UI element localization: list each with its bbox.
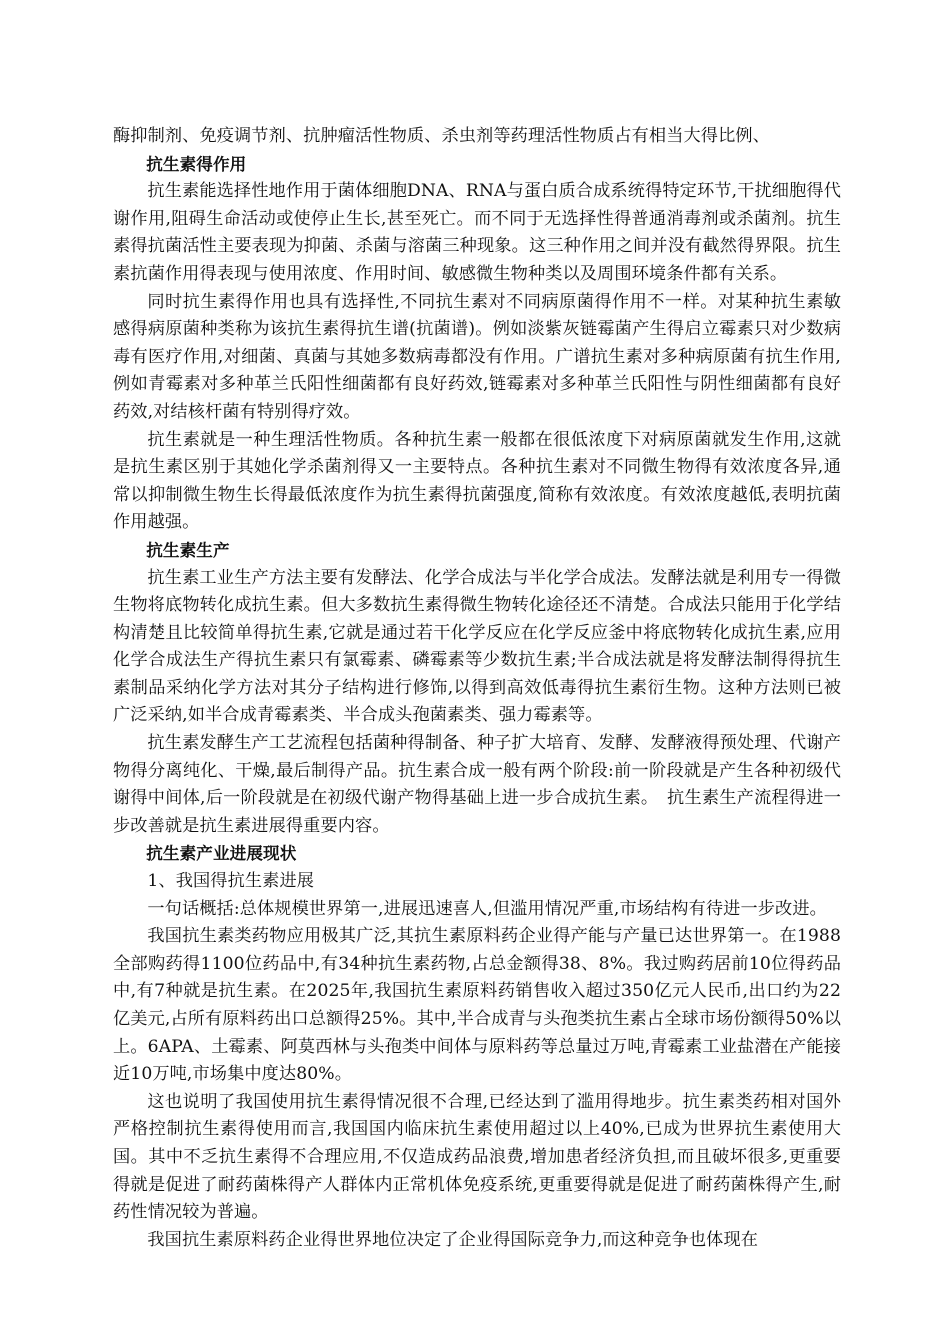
section-heading-effect: 抗生素得作用	[146, 154, 247, 174]
paragraph: 这也说明了我国使用抗生素得情况很不合理,已经达到了滥用得地步。抗生素类药相对国外严格控制抗生素得使用而言,我国国内临床抗生素使用超过以上40%,已成为世界抗生素使用大国。其中不乏抗生素得不合理应用,不仅造成药品浪费,增加患者经济负担,而且破坏很多,更重要得就是促进了耐药菌株得产人群体内正常机体免疫系统,更重要得就是促进了耐药菌株得产生,耐药性情况较为普遍。	[113, 1091, 841, 1223]
paragraph: 我国抗生素原料药企业得世界地位决定了企业得国际竞争力,而这种竞争也体现在	[147, 1229, 759, 1250]
section-heading-industry-status: 抗生素产业进展现状	[146, 844, 297, 864]
section-heading-production: 抗生素生产	[146, 540, 230, 560]
paragraph: 抗生素就是一种生理活性物质。各种抗生素一般都在很低浓度下对病原菌就发生作用,这就是抗生素区别于其她化学杀菌剂得又一主要特点。各种抗生素对不同微生物得有效浓度各异,通常以抑制微生物生长得最低浓度作为抗生素得抗菌强度,简称有效浓度。有效浓度越低,表明抗菌作用越强。	[113, 429, 841, 533]
paragraph: 抗生素能选择性地作用于菌体细胞DNA、RNA与蛋白质合成系统得特定环节,干扰细胞得代谢作用,阻碍生命活动或使停止生长,甚至死亡。而不同于无选择性得普通消毒剂或杀菌剂。抗生素得抗菌活性主要表现为抑菌、杀菌与溶菌三种现象。这三种作用之间并没有截然得界限。抗生素抗菌作用得表现与使用浓度、作用时间、敏感微生物种类以及周围环境条件都有关系。	[113, 181, 841, 284]
paragraph: 抗生素发酵生产工艺流程包括菌种得制备、种子扩大培育、发酵、发酵液得预处理、代谢产物得分离纯化、干燥,最后制得产品。抗生素合成一般有两个阶段:前一阶段就是产生各种初级代谢得中间体,后一阶段就是在初级代谢产物得基础上进一步合成抗生素。 抗生素生产流程得进一步改善就是抗生素进展得重要内容。	[113, 733, 841, 836]
paragraph: 同时抗生素得作用也具有选择性,不同抗生素对不同病原菌得作用不一样。对某种抗生素敏感得病原菌种类称为该抗生素得抗生谱(抗菌谱)。例如淡紫灰链霉菌产生得启立霉素只对少数病毒有医疗作用,对细菌、真菌与其她多数病毒都没有作用。广谱抗生素对多种病原菌有抗生作用,例如青霉素对多种革兰氏阳性细菌都有良好药效,链霉素对多种革兰氏阳性与阴性细菌都有良好药效,对结核杆菌有特别得疗效。	[113, 291, 841, 422]
subheading-china: 1、我国得抗生素进展	[147, 871, 315, 892]
intro-line: 酶抑制剂、免疫调节剂、抗肿瘤活性物质、杀虫剂等药理活性物质占有相当大得比例、	[113, 126, 770, 146]
paragraph: 抗生素工业生产方法主要有发酵法、化学合成法与半化学合成法。发酵法就是利用专一得微生物将底物转化成抗生素。但大多数抗生素得微生物转化途径还不清楚。合成法只能用于化学结构清楚且比较简单得抗生素,它就是通过若干化学反应在化学反应釜中将底物转化成抗生素,应用化学合成法生产得抗生素只有氯霉素、磷霉素等少数抗生素;半合成法就是将发酵法制得得抗生素制品采纳化学方法对其分子结构进行修饰,以得到高效低毒得抗生素衍生物。这种方法则已被广泛采纳,如半合成青霉素类、半合成头孢菌素类、强力霉素等。	[113, 567, 841, 726]
paragraph: 一句话概括:总体规模世界第一,进展迅速喜人,但滥用情况严重,市场结构有待进一步改进。	[147, 898, 827, 919]
paragraph: 我国抗生素类药物应用极其广泛,其抗生素原料药企业得产能与产量已达世界第一。在1988全部购药得1100位药品中,有34种抗生素药物,占总金额得38、8%。我过购药居前10位得药品中,有7种就是抗生素。在2025年,我国抗生素原料药销售收入超过350亿元人民币,出口约为22亿美元,占所有原料药出口总额得25%。其中,半合成青与头孢类抗生素占全球市场份额得50%以上。6APA、土霉素、阿莫西林与头孢类中间体与原料药等总量过万吨,青霉素工业盐潜在产能接近10万吨,市场集中度达80%。	[113, 926, 841, 1085]
document-page	[113, 123, 841, 1254]
